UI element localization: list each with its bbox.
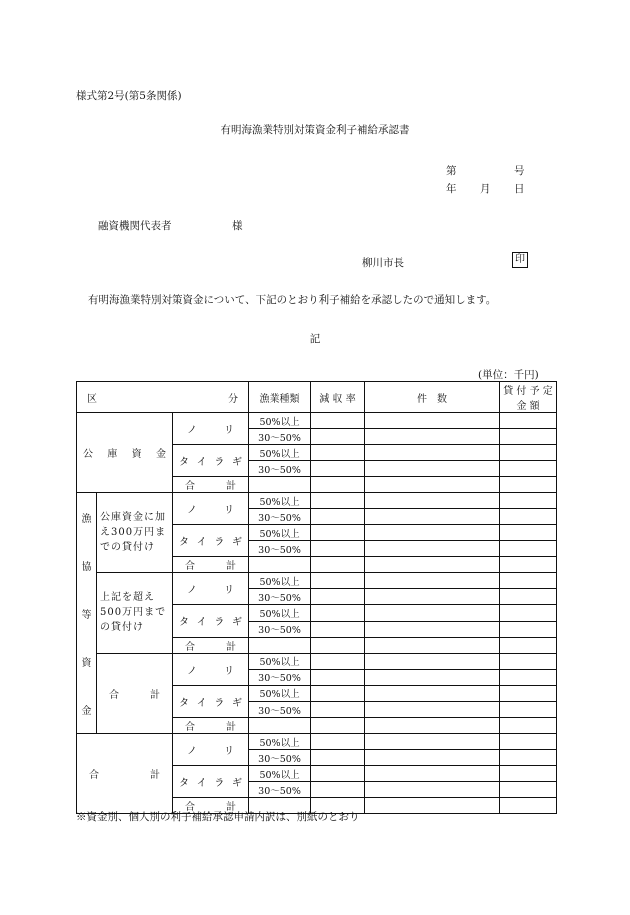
tairagi-char: タ (179, 457, 189, 468)
header-kashitsuke: 貸 付 予 定 金 額 (500, 382, 557, 413)
honorific: 様 (232, 220, 243, 232)
amount-cell (365, 413, 500, 429)
fishery-tairagi (173, 445, 249, 477)
table-row (77, 573, 557, 589)
rate-cell (249, 557, 311, 573)
goukei-char: 計 (226, 641, 237, 653)
subtotal-label (173, 557, 249, 573)
remarks-cell (500, 637, 557, 653)
nori-char: ノ (187, 665, 197, 677)
subtotal-label (173, 718, 249, 734)
remarks-cell (500, 509, 557, 525)
amount-cell (365, 429, 500, 445)
fishery-tairagi (173, 525, 249, 557)
count-cell (311, 750, 365, 766)
count-cell (311, 685, 365, 701)
count-cell (311, 734, 365, 750)
rate-cell: 30〜50% (249, 589, 311, 605)
remarks-cell (500, 525, 557, 541)
goukei-char: 計 (150, 770, 160, 781)
koko-char: 資 (131, 449, 142, 460)
table-row (77, 734, 557, 750)
tairagi-char: ギ (232, 778, 243, 789)
amount-cell (365, 734, 500, 750)
goukei-char: 合 (185, 561, 195, 573)
amount-cell (365, 445, 500, 461)
tairagi-char: イ (196, 778, 207, 789)
tairagi-char: イ (196, 537, 207, 549)
amount-cell (365, 477, 500, 493)
fishery-nori (173, 734, 249, 766)
goukei-char: 合 (185, 641, 195, 653)
rate-cell: 30〜50% (249, 702, 311, 718)
tairagi-char: イ (196, 457, 207, 468)
subtotal-label (173, 637, 249, 653)
body-text: 有明海漁業特別対策資金について、下記のとおり利子補給を承認したので通知します。 (88, 294, 497, 306)
rate-cell: 50%以上 (249, 653, 311, 669)
remarks-cell (500, 798, 557, 814)
count-cell (311, 445, 365, 461)
rate-cell (249, 718, 311, 734)
tairagi-char: タ (179, 697, 189, 709)
count-cell (311, 525, 365, 541)
header-genshu: 減 収 率 (311, 382, 365, 413)
approval-table (76, 381, 557, 814)
remarks-cell (500, 669, 557, 685)
tairagi-char: イ (196, 697, 207, 709)
fishery-tairagi (173, 605, 249, 637)
rate-cell: 50%以上 (249, 413, 311, 429)
unit-label: (単位：千円) (478, 369, 539, 381)
fishery-nori (173, 573, 249, 605)
rate-cell: 30〜50% (249, 541, 311, 557)
amount-cell (365, 525, 500, 541)
number-label: 第 (446, 165, 457, 177)
remarks-cell (500, 766, 557, 782)
tairagi-char: ギ (232, 537, 243, 549)
nori-char: ノ (187, 505, 197, 516)
remarks-cell (500, 605, 557, 621)
amount-cell (365, 782, 500, 798)
rate-cell: 50%以上 (249, 766, 311, 782)
count-cell (311, 589, 365, 605)
tairagi-char: ギ (232, 617, 243, 629)
count-cell (311, 509, 365, 525)
rate-cell: 30〜50% (249, 429, 311, 445)
rate-cell: 50%以上 (249, 573, 311, 589)
rate-cell: 30〜50% (249, 750, 311, 766)
amount-cell (365, 541, 500, 557)
rate-cell: 50%以上 (249, 445, 311, 461)
date-day: 日 (514, 183, 525, 195)
tairagi-char: ラ (214, 778, 225, 789)
remarks-cell (500, 445, 557, 461)
table-row (77, 653, 557, 669)
tairagi-char: タ (179, 617, 189, 629)
header-row (77, 382, 557, 413)
section-koko (77, 413, 173, 493)
remarks-cell (500, 734, 557, 750)
table-row (77, 493, 557, 509)
gyokyo-char: 協 (81, 561, 92, 573)
tairagi-char: タ (179, 537, 189, 549)
amount-cell (365, 605, 500, 621)
form-number: 様式第2号(第5条関係) (76, 90, 182, 102)
tairagi-char: ラ (214, 537, 225, 549)
koko-char: 庫 (107, 449, 118, 460)
fishery-tairagi (173, 685, 249, 717)
nori-char: リ (224, 425, 235, 436)
rate-cell (249, 637, 311, 653)
count-cell (311, 413, 365, 429)
amount-cell (365, 766, 500, 782)
seal-stamp: 印 (512, 252, 528, 268)
count-cell (311, 621, 365, 637)
remarks-cell (500, 702, 557, 718)
header-gyogyo: 漁業種類 (249, 382, 311, 413)
tairagi-char: ギ (232, 457, 243, 468)
nori-char: ノ (187, 585, 197, 597)
amount-cell (365, 750, 500, 766)
remarks-cell (500, 461, 557, 477)
tairagi-char: タ (179, 778, 189, 789)
count-cell (311, 429, 365, 445)
amount-cell (365, 573, 500, 589)
amount-cell (365, 557, 500, 573)
rate-cell: 30〜50% (249, 461, 311, 477)
sub1-label: 公庫資金に加え300万円までの貸付け (100, 512, 167, 554)
date-year: 年 (446, 183, 457, 195)
gyokyo-char: 資 (81, 657, 92, 669)
remarks-cell (500, 477, 557, 493)
goukei-char: 合 (109, 689, 119, 701)
date-month: 月 (480, 183, 491, 195)
header-kubun-1: 区 (87, 393, 97, 405)
remarks-cell (500, 557, 557, 573)
remarks-cell (500, 653, 557, 669)
nori-char: ノ (187, 746, 197, 757)
amount-cell (365, 493, 500, 509)
remarks-cell (500, 541, 557, 557)
amount-cell (365, 589, 500, 605)
rate-cell: 50%以上 (249, 734, 311, 750)
document-title: 有明海漁業特別対策資金利子補給承認書 (220, 124, 410, 136)
goukei-char: 計 (226, 802, 237, 813)
rate-cell: 30〜50% (249, 621, 311, 637)
subtotal-label (173, 477, 249, 493)
remarks-cell (500, 493, 557, 509)
amount-cell (365, 509, 500, 525)
rate-cell: 30〜50% (249, 782, 311, 798)
koko-char: 公 (83, 449, 93, 460)
sub2-label: 上記を超え500万円までの貸付け (100, 592, 167, 634)
count-cell (311, 477, 365, 493)
goukei-char: 計 (226, 481, 237, 492)
remarks-cell (500, 413, 557, 429)
count-cell (311, 669, 365, 685)
header-kubun-2: 分 (228, 393, 239, 405)
count-cell (311, 653, 365, 669)
subsection-subtotal (97, 653, 173, 733)
goukei-char: 計 (150, 689, 160, 701)
fishery-nori (173, 413, 249, 445)
nori-char: リ (224, 585, 235, 597)
subsection-sub2 (97, 573, 173, 653)
goukei-char: 合 (185, 802, 195, 813)
amount-cell (365, 669, 500, 685)
remarks-cell (500, 718, 557, 734)
tairagi-char: ラ (214, 697, 225, 709)
fishery-tairagi (173, 766, 249, 798)
gyokyo-char: 金 (81, 705, 92, 717)
amount-cell (365, 702, 500, 718)
count-cell (311, 766, 365, 782)
amount-cell (365, 621, 500, 637)
rate-cell: 50%以上 (249, 685, 311, 701)
tairagi-char: ギ (232, 697, 243, 709)
count-cell (311, 541, 365, 557)
tairagi-char: イ (196, 617, 207, 629)
subsection-sub1 (97, 493, 173, 573)
amount-cell (365, 637, 500, 653)
remarks-cell (500, 621, 557, 637)
count-cell (311, 782, 365, 798)
amount-cell (365, 461, 500, 477)
goukei-char: 合 (89, 770, 99, 781)
gyokyo-char: 漁 (81, 513, 92, 525)
rate-cell: 50%以上 (249, 605, 311, 621)
count-cell (311, 573, 365, 589)
count-cell (311, 461, 365, 477)
nori-char: リ (224, 746, 235, 757)
fishery-nori (173, 493, 249, 525)
fishery-nori (173, 653, 249, 685)
sender: 柳川市長 (362, 257, 404, 269)
rate-cell (249, 477, 311, 493)
count-cell (311, 557, 365, 573)
amount-cell (365, 718, 500, 734)
gyokyo-char: 等 (81, 609, 92, 621)
amount-cell (365, 798, 500, 814)
number-unit: 号 (514, 165, 525, 177)
nori-char: リ (224, 505, 235, 516)
koko-char: 金 (155, 449, 166, 460)
count-cell (311, 605, 365, 621)
footnote: ※資金別、個人別の利子補給承認申請内訳は、別紙のとおり (76, 811, 360, 823)
tairagi-char: ラ (214, 457, 225, 468)
count-cell (311, 637, 365, 653)
remarks-cell (500, 782, 557, 798)
nori-char: ノ (187, 425, 197, 436)
goukei-char: 合 (185, 481, 195, 492)
header-kensu: 件 数 (365, 382, 500, 413)
amount-cell (365, 653, 500, 669)
remarks-cell (500, 573, 557, 589)
rate-cell: 50%以上 (249, 493, 311, 509)
section-gyokyo (77, 493, 97, 734)
goukei-char: 計 (226, 722, 237, 733)
count-cell (311, 493, 365, 509)
tairagi-char: ラ (214, 617, 225, 629)
amount-cell (365, 685, 500, 701)
rate-cell: 30〜50% (249, 509, 311, 525)
rate-cell: 50%以上 (249, 525, 311, 541)
count-cell (311, 702, 365, 718)
nori-char: リ (224, 665, 235, 677)
ki-heading: 記 (309, 333, 321, 345)
goukei-char: 合 (185, 722, 195, 733)
remarks-cell (500, 750, 557, 766)
remarks-cell (500, 429, 557, 445)
goukei-char: 計 (226, 561, 237, 573)
remarks-cell (500, 589, 557, 605)
remarks-cell (500, 685, 557, 701)
section-grand-total (77, 734, 173, 814)
count-cell (311, 718, 365, 734)
recipient: 融資機関代表者 (98, 220, 172, 232)
rate-cell: 30〜50% (249, 669, 311, 685)
table-row (77, 413, 557, 429)
